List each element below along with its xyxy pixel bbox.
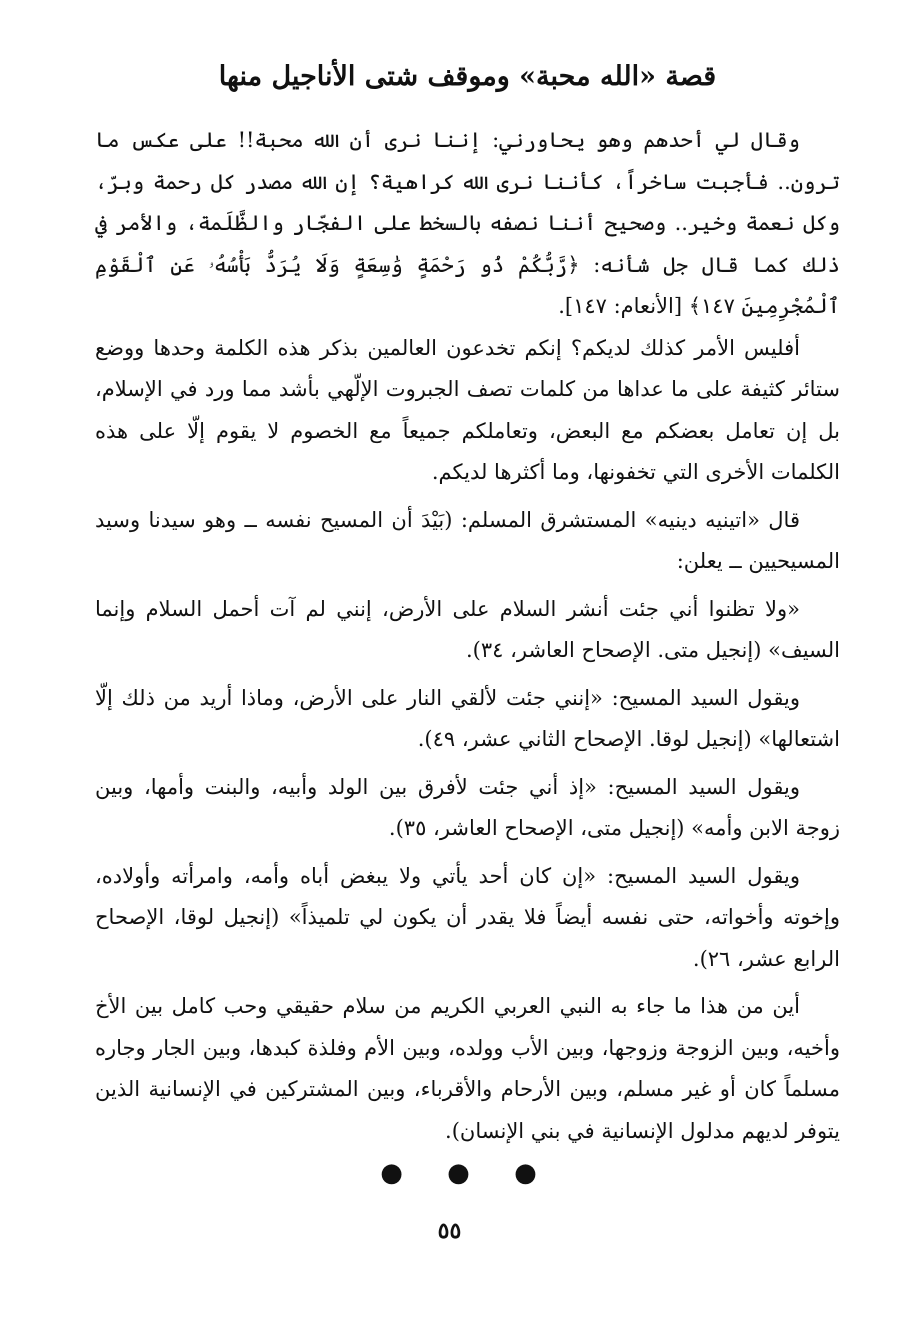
- paragraph-7: ويقول السيد المسيح: «إن كان أحد يأتي ولا يبغض أباه وأمه، وامرأته وأولاده، وإخوته وأخواته، حتى نفسه أيضاً فلا يقدر أن يكون لي تلميذاً» (إنجيل لوقا، الإصحاح الرابع عشر، ٢٦).: [95, 863, 840, 971]
- page-title: قصة «الله محبة» وموقف شتى الأناجيل منها: [218, 61, 717, 92]
- paragraph-8: أين من هذا ما جاء به النبي العربي الكريم من سلام حقيقي وحب كامل بين الأخ وأخيه، وبين الزوجة وزوجها، وبين الأب وولده، وبين الأم وفلذة كبدها، وبين الجار وجاره مسلماً كان أو غير مسلم، وبين الأرحام والأقرباء، وبين المشتركين في الإنسانية الذين يتوفر لديهم مدلول الإنسانية في بني الإنسان).: [95, 994, 840, 1143]
- paragraph-2: أفليس الأمر كذلك لديكم؟ إنكم تخدعون العالمين بذكر هذه الكلمة وحدها ووضع ستائر كثيفة على ما عداها من كلمات تصف الجبروت الإلّهي بأشد مما ورد في الإسلام، بل إن تعامل بعضكم مع البعض، وتعاملكم جميعاً مع الخصوم لا يقوم إلّا على هذه الكلمات الأخرى التي تخفونها، وما أكثرها لديكم.: [95, 335, 840, 484]
- paragraph-4: «ولا تظنوا أني جئت أنشر السلام على الأرض، إنني لم آت أحمل السلام وإنما السيف» (إنجيل متى. الإصحاح العاشر، ٣٤).: [95, 596, 840, 662]
- page-number: ٥٥: [437, 1218, 462, 1244]
- paragraph-6: ويقول السيد المسيح: «إذ أني جئت لأفرق بين الولد وأبيه، والبنت وأمها، وبين زوجة الابن وأمه» (إنجيل متى، الإصحاح العاشر، ٣٥).: [95, 774, 840, 840]
- paragraph-3: قال «اتينيه دينيه» المستشرق المسلم: (بَيْدَ أن المسيح نفسه ــ وهو سيدنا وسيد المسيحيين ــ يعلن:: [95, 507, 840, 573]
- paragraph-1: وقال لي أحدهم وهو يحاورني: إننا نرى أن الله محبة!! على عكس ما ترون.. فأجبت ساخراً، كأننا نرى الله كراهية؟ إن الله مصدر كل رحمة وبرّ، وكل نعمة وخير.. وصحيح أننا نصفه بالسخط على الفجّار والظَّلَمة، والأمر في ذلك كما قال جل شأنه: ﴿رَّبُّكُمْ ذُو رَحْمَةٍ وَٰسِعَةٍ وَلَا يُرَدُّ بَأْسُهُۥ عَنِ ٱلْقَوْمِ ٱلْمُجْرِمِينَ ١٤٧﴾ [الأنعام: ١٤٧].: [95, 128, 840, 318]
- section-separator: ● ● ●: [380, 1158, 555, 1188]
- paragraph-5: ويقول السيد المسيح: «إنني جئت لألقي النار على الأرض، وماذا أريد من ذلك إلّا اشتعالها» (إنجيل لوقا. الإصحاح الثاني عشر، ٤٩).: [95, 685, 840, 751]
- page-body: [95, 58, 840, 1190]
